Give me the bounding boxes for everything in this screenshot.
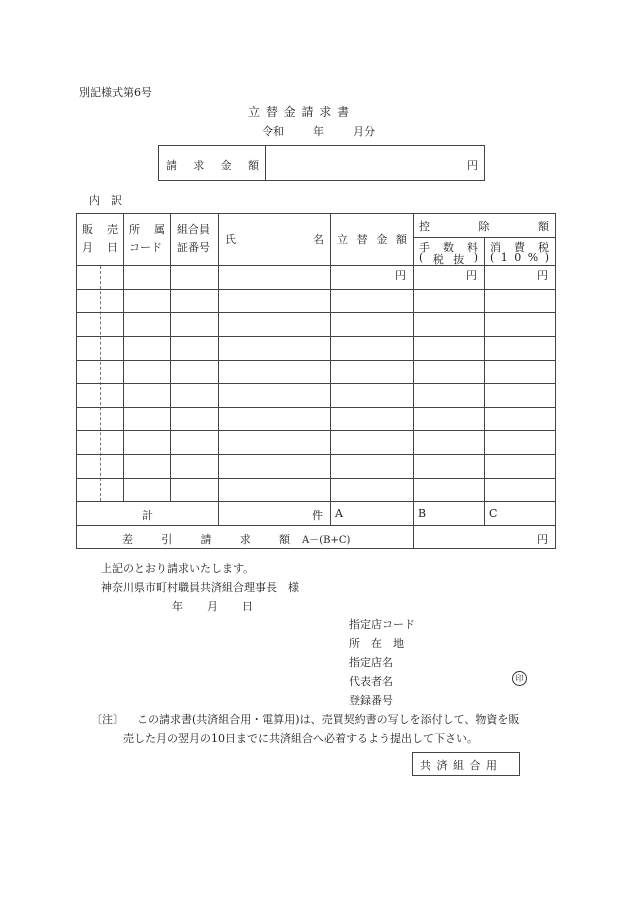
- table-row-8[interactable]: [77, 431, 555, 454]
- table-row-7[interactable]: [77, 408, 555, 430]
- header-fee: 手 数 料: [419, 241, 478, 254]
- table-row-4[interactable]: [77, 337, 555, 360]
- breakdown-label: 内 訳: [89, 194, 122, 207]
- store-code-label: 指定店コード: [349, 618, 415, 631]
- total-a: A: [335, 507, 343, 520]
- claim-amount-label: 請 求 金 額: [166, 159, 259, 172]
- total-label: 計: [142, 509, 153, 522]
- header-dept-code: 所 属: [129, 223, 165, 236]
- addressee: 神奈川県市町村職員共済組合理事長 様: [101, 581, 299, 594]
- document-title: 立 替 金 請 求 書: [248, 105, 351, 119]
- month-label: 月分: [353, 125, 375, 138]
- era: 令和: [262, 125, 284, 138]
- table-row-10[interactable]: [77, 479, 555, 501]
- copy-label: 共 済 組 合 用: [420, 759, 498, 772]
- table-row-9[interactable]: [77, 455, 555, 478]
- claim-amount-unit: 円: [467, 159, 478, 172]
- header-tax: 消 費 税: [490, 241, 549, 254]
- net-claim-unit: 円: [537, 533, 548, 546]
- header-advance-amount: 立 替 金 額: [337, 233, 407, 246]
- row-1-advance-unit: 円: [395, 269, 406, 282]
- registration-label: 登録番号: [349, 694, 393, 707]
- table-row-1[interactable]: [124, 266, 170, 289]
- row-1-fee-unit: 円: [466, 269, 477, 282]
- header-name: 氏 名: [225, 233, 324, 246]
- total-b: B: [418, 507, 427, 520]
- statement: 上記のとおり請求いたします。: [101, 562, 255, 575]
- table-row-2[interactable]: [77, 290, 555, 312]
- date-line: 年 月 日: [172, 600, 253, 613]
- header-deduction: 控 除 額: [419, 220, 549, 233]
- table-row-6[interactable]: [77, 384, 555, 407]
- header-member-no: 組合員: [177, 223, 210, 236]
- claim-amount-input[interactable]: [270, 150, 440, 176]
- year-label: 年: [313, 125, 324, 138]
- net-claim-formula: A－(B+C): [302, 535, 351, 546]
- total-count-unit: 件: [312, 509, 323, 522]
- seal-icon: 印: [512, 671, 527, 686]
- net-claim-label: 差 引 請 求 額: [122, 533, 290, 546]
- store-name-label: 指定店名: [349, 656, 393, 669]
- store-address-label: 所 在 地: [349, 637, 404, 650]
- table-row-3[interactable]: [77, 313, 555, 336]
- total-c: C: [489, 507, 498, 520]
- row-1-tax-unit: 円: [537, 269, 548, 282]
- note-line-2: 売した月の翌月の10日までに共済組合へ必着するよう提出して下さい。: [123, 732, 478, 745]
- period: [262, 123, 375, 139]
- form-number: 別記様式第6号: [79, 86, 152, 99]
- note-line-1: この請求書(共済組合用・電算用)は、売買契約書の写しを添付して、物資を販: [137, 713, 520, 726]
- header-sale-date: 販 売: [82, 223, 118, 236]
- note-marker: 〔注〕: [91, 713, 124, 726]
- representative-label: 代表者名: [349, 675, 393, 688]
- table-row-5[interactable]: [77, 361, 555, 383]
